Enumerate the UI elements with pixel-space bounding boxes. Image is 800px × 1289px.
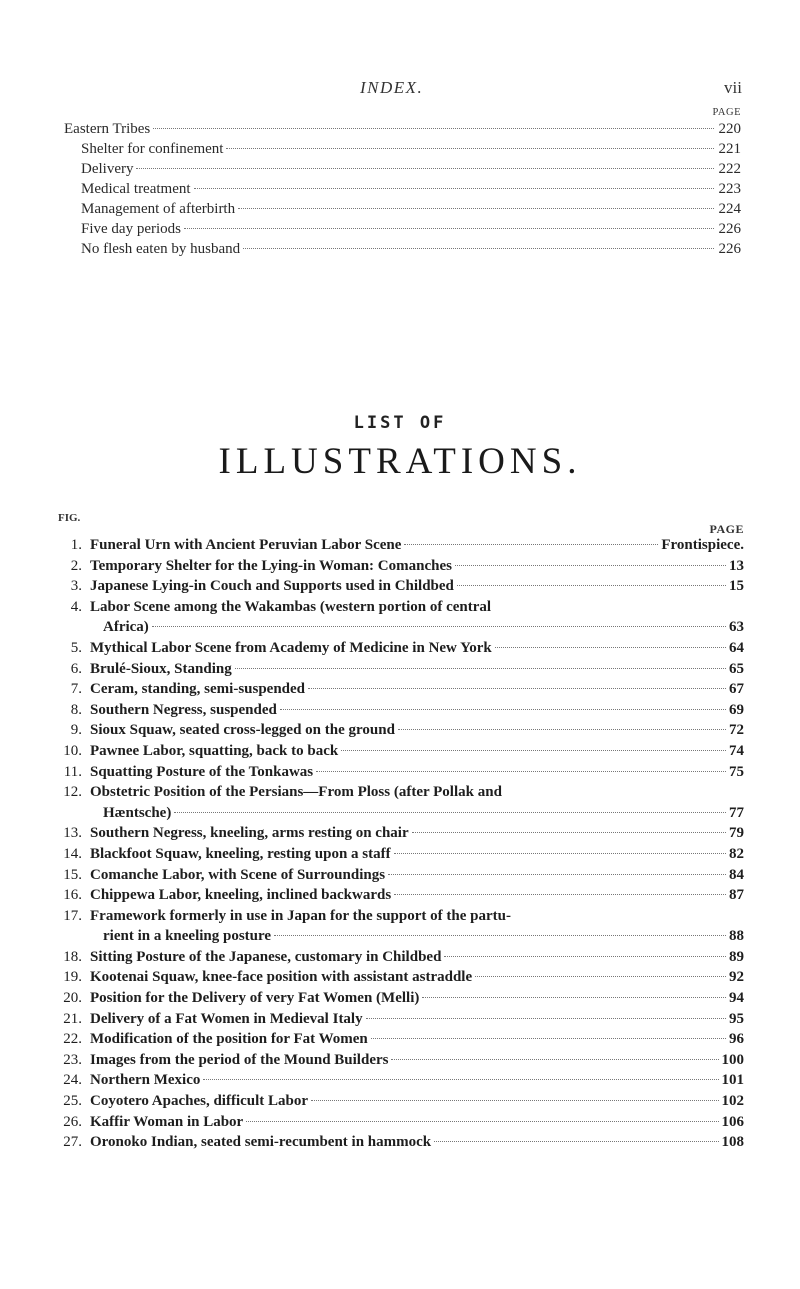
figure-entry-body [90, 679, 744, 700]
figure-title: Southern Negress, suspended [90, 701, 277, 718]
figure-entry [56, 865, 744, 886]
index-entry-page: 223 [718, 181, 741, 197]
figure-entry [56, 638, 744, 659]
figure-title: Comanche Labor, with Scene of Surroundings [90, 866, 386, 883]
figure-title: Labor Scene among the Wakambas (western portion of central [90, 598, 492, 615]
figure-number: 22. [63, 1031, 82, 1048]
figure-page: 75 [729, 763, 744, 780]
figure-page: 88 [729, 928, 744, 945]
list-of-heading: LIST OF [353, 413, 447, 433]
index-entry-page: 222 [718, 161, 741, 177]
figure-page: 89 [729, 948, 744, 965]
figure-entry-body [90, 906, 744, 947]
index-entry-label: No flesh eaten by husband [81, 241, 241, 257]
figure-entry [56, 1112, 744, 1133]
figure-entry [56, 906, 744, 947]
figure-number: 6. [70, 660, 82, 677]
figure-title: Modification of the position for Fat Women [90, 1031, 368, 1048]
figure-number: 23. [63, 1051, 82, 1068]
dot-leader [184, 228, 714, 229]
figure-entry [56, 741, 744, 762]
figure-page: 15 [729, 578, 744, 595]
figure-title: Obstetric Position of the Persians—From Ploss (after Pollak and [90, 784, 502, 801]
figure-page: 106 [721, 1113, 744, 1130]
figure-page: 74 [729, 742, 744, 759]
dot-leader [398, 729, 726, 730]
figure-page: 102 [721, 1093, 744, 1110]
figure-entry [56, 535, 744, 556]
figure-number: 2. [70, 557, 82, 574]
dot-leader [311, 1100, 718, 1101]
illustrations-list [56, 535, 744, 1153]
figure-number: 21. [63, 1010, 82, 1027]
dot-leader [341, 750, 726, 751]
figure-entry-body [90, 535, 744, 556]
figure-entry [56, 782, 744, 823]
dot-leader [457, 585, 726, 586]
figure-entry-body [90, 741, 744, 762]
index-entry-label: Medical treatment [81, 181, 191, 197]
figure-entry [56, 823, 744, 844]
figure-title-continuation: Africa) [103, 619, 149, 636]
figure-title-continuation-line [90, 926, 744, 947]
index-page-column-label: PAGE [712, 107, 741, 118]
figure-page: 95 [729, 1010, 744, 1027]
figure-page: 101 [721, 1072, 744, 1089]
figure-page: Frontispiece. [661, 537, 744, 553]
figure-page: 100 [721, 1051, 744, 1068]
running-head [0, 78, 800, 102]
figure-entry [56, 1132, 744, 1153]
figure-page: 69 [729, 701, 744, 718]
figure-page: 87 [729, 887, 744, 904]
figure-page: 64 [729, 639, 744, 656]
figure-number: 9. [70, 722, 82, 739]
figure-entry-body [90, 967, 744, 988]
figure-number: 8. [70, 701, 82, 718]
figure-page: 77 [729, 804, 744, 821]
index-entry-label: Delivery [81, 161, 134, 177]
figure-entry [56, 1070, 744, 1091]
figure-entry-body [90, 1070, 744, 1091]
figure-entry-body [90, 597, 744, 638]
index-entry-page: 220 [718, 121, 741, 137]
figure-number: 20. [63, 990, 82, 1007]
figure-entry-body [90, 762, 744, 783]
dot-leader [434, 1141, 718, 1142]
index-entry-label: Five day periods [81, 221, 181, 237]
figure-page: 82 [729, 845, 744, 862]
figure-title-continuation: Hæntsche) [103, 804, 172, 821]
index-entry [64, 181, 741, 201]
figure-page: 84 [729, 866, 744, 883]
dot-leader [194, 188, 714, 189]
index-entry [64, 241, 741, 261]
figure-entry-body [90, 1029, 744, 1050]
figure-title: Sitting Posture of the Japanese, customary in Childbed [90, 948, 442, 965]
dot-leader [316, 771, 726, 772]
figure-page: 92 [729, 969, 744, 986]
figure-entry [56, 576, 744, 597]
figure-entry [56, 947, 744, 968]
figure-entry-body [90, 947, 744, 968]
figure-entry [56, 700, 744, 721]
figure-entry [56, 967, 744, 988]
figure-number: 24. [63, 1072, 82, 1089]
dot-leader [495, 647, 726, 648]
figure-entry-body [90, 659, 744, 680]
dot-leader [475, 976, 726, 977]
figure-title: Japanese Lying-in Couch and Supports used in Childbed [90, 578, 454, 595]
dot-leader [422, 997, 726, 998]
figure-entry-body [90, 720, 744, 741]
figure-entry [56, 1091, 744, 1112]
figure-entry [56, 597, 744, 638]
figure-entry [56, 679, 744, 700]
figure-page: 65 [729, 660, 744, 677]
dot-leader [404, 544, 658, 545]
figure-number: 18. [63, 948, 82, 965]
figure-number: 26. [63, 1113, 82, 1130]
dot-leader [280, 709, 726, 710]
fig-column-label: FIG. [58, 512, 81, 524]
figure-entry-body [90, 638, 744, 659]
figure-title: Oronoko Indian, seated semi-recumbent in hammock [90, 1134, 432, 1151]
figure-entry [56, 885, 744, 906]
figure-entry-body [90, 988, 744, 1009]
figure-page: 96 [729, 1031, 744, 1048]
index-entry-page: 226 [718, 221, 741, 237]
figure-title: Sioux Squaw, seated cross-legged on the ground [90, 722, 395, 739]
figure-entry-body [90, 1112, 744, 1133]
dot-leader [412, 832, 726, 833]
index-entry-page: 226 [718, 241, 741, 257]
figure-title-continuation-line [90, 617, 744, 638]
dot-leader [136, 168, 714, 169]
dot-leader [243, 248, 714, 249]
figure-number: 7. [70, 681, 82, 698]
page-column-label: PAGE [709, 522, 744, 536]
figure-number: 10. [63, 742, 82, 759]
figure-entry-body [90, 1009, 744, 1030]
figure-entry [56, 762, 744, 783]
figure-entry-body [90, 1050, 744, 1071]
figure-title: Pawnee Labor, squatting, back to back [90, 742, 339, 759]
figure-page: 63 [729, 619, 744, 636]
figure-entry [56, 556, 744, 577]
figure-title: Kootenai Squaw, knee-face position with assistant astraddle [90, 969, 473, 986]
index-entry-label: Eastern Tribes [64, 121, 151, 137]
figure-page: 108 [721, 1134, 744, 1151]
figure-entry-body [90, 782, 744, 823]
figure-title: Framework formerly in use in Japan for the support of the partu- [90, 907, 511, 924]
figure-title: Brulé-Sioux, Standing [90, 660, 232, 677]
figure-title: Chippewa Labor, kneeling, inclined backwards [90, 887, 392, 904]
dot-leader [455, 565, 726, 566]
page-number: vii [724, 78, 742, 97]
dot-leader [308, 688, 726, 689]
dot-leader [235, 668, 726, 669]
index-entry-page: 221 [718, 141, 741, 157]
figure-page: 67 [729, 681, 744, 698]
dot-leader [366, 1018, 726, 1019]
dot-leader [152, 626, 726, 627]
figure-number: 17. [63, 907, 82, 924]
index-entry [64, 121, 741, 141]
figure-title: Squatting Posture of the Tonkawas [90, 763, 314, 780]
running-title: INDEX. [360, 78, 424, 97]
figure-entry-body [90, 576, 744, 597]
figure-entry-body [90, 885, 744, 906]
figure-title: Southern Negress, kneeling, arms resting on chair [90, 825, 409, 842]
figure-number: 5. [70, 639, 82, 656]
dot-leader [174, 812, 726, 813]
index-entries [64, 121, 741, 261]
dot-leader [203, 1079, 718, 1080]
figure-number: 16. [63, 887, 82, 904]
index-entry-label: Shelter for confinement [81, 141, 224, 157]
figure-title: Funeral Urn with Ancient Peruvian Labor Scene [90, 537, 402, 553]
figure-page: 94 [729, 990, 744, 1007]
figure-number: 11. [63, 763, 82, 780]
index-entry [64, 221, 741, 241]
figure-entry-body [90, 823, 744, 844]
index-entry [64, 201, 741, 221]
figure-entry-body [90, 844, 744, 865]
figure-number: 13. [63, 825, 82, 842]
dot-leader [394, 853, 726, 854]
dot-leader [444, 956, 726, 957]
figure-title: Images from the period of the Mound Builders [90, 1051, 389, 1068]
dot-leader [388, 874, 726, 875]
figure-title-continuation-line [90, 803, 744, 824]
figure-entry [56, 1029, 744, 1050]
figure-entry-body [90, 1091, 744, 1112]
figure-entry-body [90, 556, 744, 577]
figure-title: Coyotero Apaches, difficult Labor [90, 1093, 309, 1110]
figure-entry [56, 1009, 744, 1030]
dot-leader [226, 148, 714, 149]
dot-leader [246, 1121, 718, 1122]
figure-entry-body [90, 700, 744, 721]
index-entry-page: 224 [718, 201, 741, 217]
figure-number: 4. [70, 598, 82, 615]
figure-title-continuation: rient in a kneeling posture [103, 928, 272, 945]
figure-page: 79 [729, 825, 744, 842]
figure-entry-body [90, 1132, 744, 1153]
dot-leader [371, 1038, 726, 1039]
figure-entry [56, 720, 744, 741]
figure-entry [56, 659, 744, 680]
dot-leader [274, 935, 726, 936]
figure-entry-body [90, 865, 744, 886]
figure-title: Mythical Labor Scene from Academy of Medicine in New York [90, 639, 492, 656]
illustrations-heading: ILLUSTRATIONS. [218, 441, 582, 482]
figure-number: 25. [63, 1093, 82, 1110]
figure-entry [56, 988, 744, 1009]
index-entry [64, 141, 741, 161]
figure-number: 19. [63, 969, 82, 986]
figure-number: 15. [63, 866, 82, 883]
figure-title: Northern Mexico [90, 1072, 201, 1089]
dot-leader [153, 128, 714, 129]
dot-leader [391, 1059, 718, 1060]
figure-number: 27. [63, 1134, 82, 1151]
figure-number: 3. [70, 578, 82, 595]
figure-number: 1. [70, 537, 82, 553]
dot-leader [394, 894, 726, 895]
figure-title: Kaffir Woman in Labor [90, 1113, 244, 1130]
figure-title: Delivery of a Fat Women in Medieval Italy [90, 1010, 363, 1027]
index-entry-label: Management of afterbirth [81, 201, 236, 217]
figure-page: 72 [729, 722, 744, 739]
figure-entry [56, 844, 744, 865]
figure-title: Temporary Shelter for the Lying-in Woman: Comanches [90, 557, 452, 574]
figure-title: Ceram, standing, semi-suspended [90, 681, 306, 698]
figure-number: 12. [63, 784, 82, 801]
figure-title: Position for the Delivery of very Fat Women (Melli) [90, 990, 420, 1007]
index-entry [64, 161, 741, 181]
figure-number: 14. [63, 845, 82, 862]
dot-leader [238, 208, 714, 209]
figure-entry [56, 1050, 744, 1071]
figure-page: 13 [729, 557, 744, 574]
figure-title: Blackfoot Squaw, kneeling, resting upon a staff [90, 845, 391, 862]
